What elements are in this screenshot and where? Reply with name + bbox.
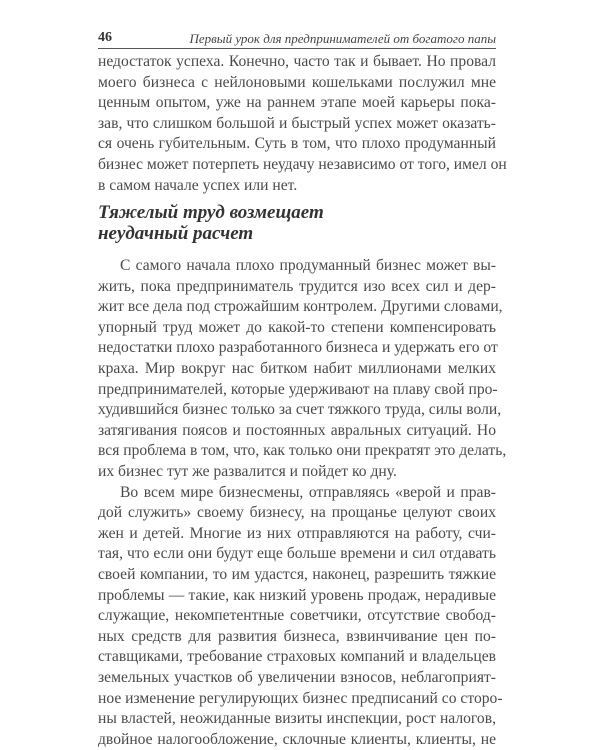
- text-line: затягивания поясов и постоянных авральных ситуаций. Но: [98, 421, 496, 439]
- text-line: ное изменение регулирующих бизнес предписаний со сторо-: [98, 689, 503, 707]
- text-line: служащие, некомпетентные советчики, отсутствие свобод-: [98, 607, 496, 625]
- paragraph-2: [98, 256, 507, 483]
- text-line: проблемы — такие, как низкий уровень продаж, нерадивые: [98, 586, 496, 604]
- running-title: Первый урок для предпринимателей от богатого папы: [189, 31, 496, 46]
- text-line: жит все дела под строжайшим контролем. Другими словами,: [98, 298, 503, 316]
- text-line: С самого начала плохо продуманный бизнес может вы-: [120, 257, 496, 274]
- text-line: ценным опытом, уже на раннем этапе моей карьеры пока-: [98, 94, 496, 112]
- text-line: двойное налогообложение, склочные клиенты, клиенты, не: [98, 730, 496, 748]
- text-line: тая, что если они будут еще больше времени и сил отдавать: [98, 545, 496, 563]
- paragraph-1: [98, 52, 507, 196]
- text-line: ся очень губительным. Суть в том, что плохо продуманный: [98, 135, 496, 153]
- text-line: ны властей, неожиданные визиты инспекции, рост налогов,: [98, 710, 496, 728]
- text-line: вся проблема в том, что, как только они прекратят это делать,: [98, 442, 507, 460]
- text-line: земельных участков об увеличении взносов, неблагоприят-: [98, 668, 496, 686]
- paragraph-3: [98, 483, 503, 750]
- text-line: краха. Мир вокруг нас битком набит миллионами мелких: [98, 359, 496, 377]
- text-line: недостатки плохо разработанного бизнеса и удержать его от: [98, 339, 498, 357]
- heading-line: Тяжелый труд возмещает: [98, 202, 324, 223]
- text-line: в самом начале успех или нет.: [98, 176, 298, 194]
- section-heading: [98, 202, 324, 244]
- running-header: [98, 30, 496, 49]
- text-line: дой служить» своему бизнесу, на прощанье целуют своих: [98, 504, 496, 522]
- text-line: бизнес может потерпеть неудачу независимо от того, имел он: [98, 155, 507, 173]
- text-line: ных средств для развития бизнеса, взвинчивание цен по-: [98, 627, 496, 645]
- page-number: 46: [98, 30, 112, 45]
- text-line: их бизнес тут же развалится и пойдет ко дну.: [98, 462, 397, 480]
- text-line: худившийся бизнес только за счет тяжкого труда, силы воли,: [98, 401, 502, 419]
- text-line: Во всем мире бизнесмены, отправляясь «верой и прав-: [120, 483, 496, 501]
- text-line: ставщиками, требование страховых компаний и владельцев: [98, 648, 496, 666]
- text-line: жить, пока предприниматель трудится изо всех сил и дер-: [98, 277, 496, 295]
- text-line: недостаток успеха. Конечно, часто так и бывает. Но провал: [98, 53, 496, 70]
- text-line: зав, что слишком большой и быстрый успех может оказать-: [98, 114, 496, 132]
- text-line: моего бизнеса с нейлоновыми кошельками послужил мне: [98, 73, 496, 91]
- text-line: жен и детей. Многие из них отправляются на работу, счи-: [98, 524, 496, 542]
- heading-line: неудачный расчет: [98, 223, 254, 244]
- text-line: упорный труд может до какой-то степени компенсировать: [98, 318, 496, 336]
- text-line: своей компании, то им удастся, наконец, разрешить тяжкие: [98, 565, 496, 583]
- text-line: предпринимателей, которые удерживают на плаву свой про-: [98, 380, 498, 398]
